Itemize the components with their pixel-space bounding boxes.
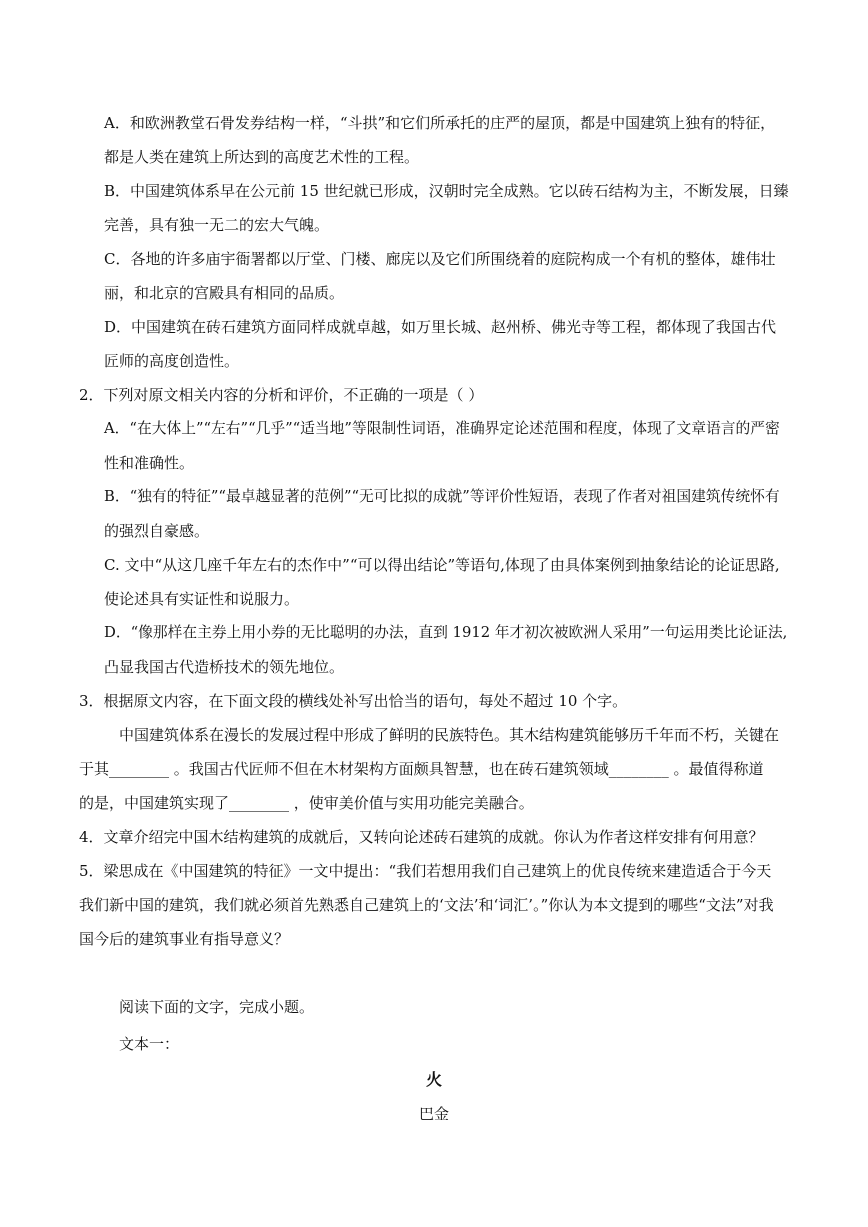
q3-stem: 3．根据原文内容，在下面文段的横线处补写出恰当的语句，每处不超过 10 个字。 xyxy=(79,692,628,710)
q3-passage-line3: 的是，中国建筑实现了________ ，使审美价值与实用功能完美融合。 xyxy=(79,794,534,812)
q4-stem: 4．文章介绍完中国木结构建筑的成就后，又转向论述砖石建筑的成就。你认为作者这样安排有何用意？ xyxy=(79,828,764,846)
q2-option-c-line2: 使论述具有实证性和说服力。 xyxy=(104,590,300,608)
reading-instruction: 阅读下面的文字，完成小题。 xyxy=(119,998,315,1016)
q1-option-a-line2: 都是人类在建筑上所达到的高度艺术性的工程。 xyxy=(104,148,420,166)
q1-option-b-line2: 完善，具有独一无二的宏大气魄。 xyxy=(104,216,330,234)
passage-title: 火 xyxy=(426,1070,443,1089)
q2-option-d-line1: D．“像那样在主券上用小券的无比聪明的办法，直到 1912 年才初次被欧洲人采用”一句运用类比论证法, xyxy=(104,624,788,641)
passage-author: 巴金 xyxy=(419,1105,450,1123)
q5-line1: 5．梁思成在《中国建筑的特征》一文中提出：“我们若想用我们自己建筑上的优良传统来建造适合于今天 xyxy=(79,862,772,880)
q2-option-a-line2: 性和准确性。 xyxy=(104,454,195,472)
q1-option-c-line2: 丽，和北京的宫殿具有相同的品质。 xyxy=(104,284,345,302)
q3-passage-line1: 中国建筑体系在漫长的发展过程中形成了鲜明的民族特色。其木结构建筑能够历千年而不朽，关键在 xyxy=(119,726,780,744)
q2-stem: 2．下列对原文相关内容的分析和评价，不正确的一项是（ ） xyxy=(79,386,484,404)
q3-passage-line2: 于其________ 。我国古代匠师不但在木材架构方面颇具智慧，也在砖石建筑领域________ 。最值得称道 xyxy=(79,760,764,778)
q2-option-a-line1: A．“在大体上”“左右”“几乎”“适当地”等限制性词语，准确界定论述范围和程度，体现了文章语言的严密 xyxy=(104,420,780,437)
q2-option-c-line1: C. 文中“从这几座千年左右的杰作中”“可以得出结论”等语句,体现了由具体案例到抽象结论的论证思路, xyxy=(104,556,780,574)
q1-option-a-line1: A．和欧洲教堂石骨发券结构一样，“斗拱”和它们所承托的庄严的屋顶，都是中国建筑上独有的特征， xyxy=(104,114,776,132)
q2-option-d-line2: 凸显我国古代造桥技术的领先地位。 xyxy=(104,658,345,676)
q5-line3: 国今后的建筑事业有指导意义？ xyxy=(79,930,290,948)
q2-option-b-line2: 的强烈自豪感。 xyxy=(104,522,210,540)
q1-option-c-line1: C．各地的许多庙宇衙署都以厅堂、门楼、廊庑以及它们所围绕着的庭院构成一个有机的整体，雄伟壮 xyxy=(104,250,776,268)
q1-option-d-line1: D．中国建筑在砖石建筑方面同样成就卓越，如万里长城、赵州桥、佛光寺等工程，都体现了我国古代 xyxy=(104,318,777,336)
text-label: 文本一： xyxy=(119,1035,180,1053)
q1-option-b-line1: B．中国建筑体系早在公元前 15 世纪就已形成，汉朝时完全成熟。它以砖石结构为主，不断发展，日臻 xyxy=(104,182,789,200)
q2-option-b-line1: B．“独有的特征”“最卓越显著的范例”“无可比拟的成就”等评价性短语，表现了作者对祖国建筑传统怀有 xyxy=(104,488,780,505)
q1-option-d-line2: 匠师的高度创造性。 xyxy=(104,352,240,370)
q5-line2: 我们新中国的建筑，我们就必须首先熟悉自己建筑上的‘文法’和‘词汇’。”你认为本文提到的哪些“文法”对我 xyxy=(79,896,774,914)
